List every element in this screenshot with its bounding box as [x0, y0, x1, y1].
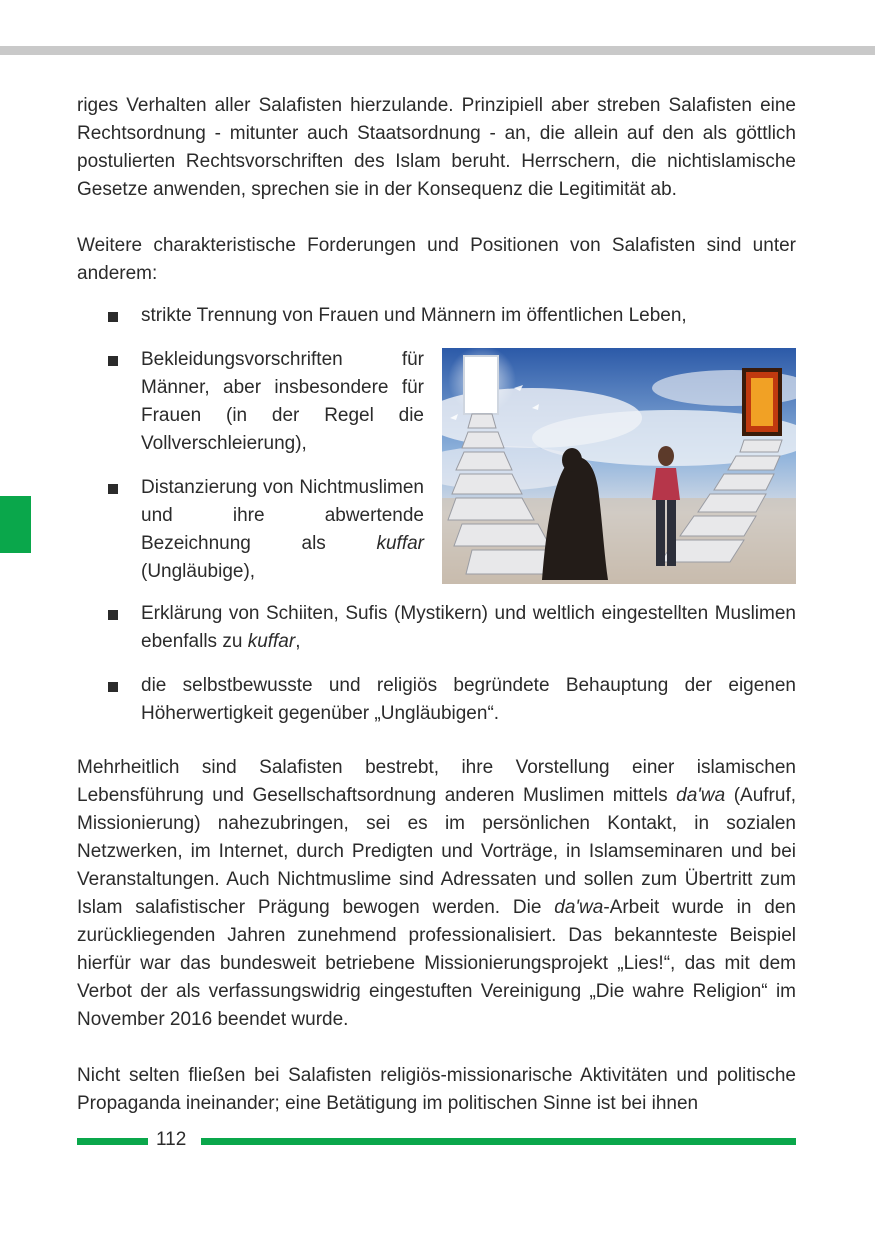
square-bullet-icon — [108, 356, 118, 366]
paragraph-3: Mehrheitlich sind Salafisten bestrebt, ihre Vorstellung einer islamischen Lebensführung und Gesellschaftsordnung anderen Muslimen mittels da'wa (Aufruf, Missionierung) nahezubringen, sei es im persönlichen Kontakt, in sozialen Netzwerken, im Internet, durch Predigten und Vorträge, in Islamseminaren und bei Veranstaltungen. Auch Nichtmuslime sind Adressaten und sollen zum Übertritt zum Islam salafistischer Prägung bewogen werden. Die da'wa-Arbeit wurde in den zurückliegenden Jahren zunehmend professionalisiert. Das bekannteste Beispiel hierfür war das bundesweit betriebene Missionierungsprojekt „Lies!“, das mit dem Verbot der als verfassungswidrig eingestuften Vereinigung „Die wahre Religion“ im November 2016 beendet wurde. — [77, 757, 797, 1030]
footer-rule-left — [77, 1138, 148, 1145]
square-bullet-icon — [108, 682, 118, 692]
chapter-tab-marker — [0, 496, 31, 553]
list-item: Distanzierung von Nichtmuslimen und ihre abwertende Bezeichnung als kuffar (Ungläubige), — [77, 474, 796, 586]
paragraph-2: Weitere charakteristische Forderungen und Positionen von Salafisten sind unter anderem: — [77, 235, 796, 284]
page-number: 112 — [156, 1129, 187, 1150]
top-rule — [0, 46, 875, 55]
position-list — [77, 302, 796, 586]
paragraph-4: Nicht selten fließen bei Salafisten religiös-missionarische Aktivitäten und politische Propaganda ineinander; eine Betätigung im politischen Sinne ist bei ihnen — [77, 1065, 796, 1114]
list-item: strikte Trennung von Frauen und Männern im öffentlichen Leben, — [77, 302, 796, 330]
footer-rule-right — [201, 1138, 796, 1145]
position-list-continued — [77, 600, 796, 728]
square-bullet-icon — [108, 312, 118, 322]
square-bullet-icon — [108, 484, 118, 494]
square-bullet-icon — [108, 610, 118, 620]
page-content — [77, 92, 796, 1118]
list-item: die selbstbewusste und religiös begründete Behauptung der eigenen Höherwertigkeit gegenüber „Ungläubigen“. — [77, 672, 796, 728]
list-item: Erklärung von Schiiten, Sufis (Mystikern) und weltlich eingestellten Muslimen ebenfalls zu kuffar, — [77, 600, 796, 656]
paragraph-1: riges Verhalten aller Salafisten hierzulande. Prinzipiell aber streben Salafisten eine Rechtsordnung - mitunter auch Staatsordnung - an, die allein auf den als göttlich postulierten Rechtsvorschriften des Islam beruht. Herrschern, die nichtislamische Gesetze anwenden, sprechen sie in der Konsequenz die Legitimität ab. — [77, 95, 796, 200]
list-item: Bekleidungsvorschriften für Männer, aber insbesondere für Frauen (in der Regel die Vollverschleierung), — [77, 346, 796, 458]
